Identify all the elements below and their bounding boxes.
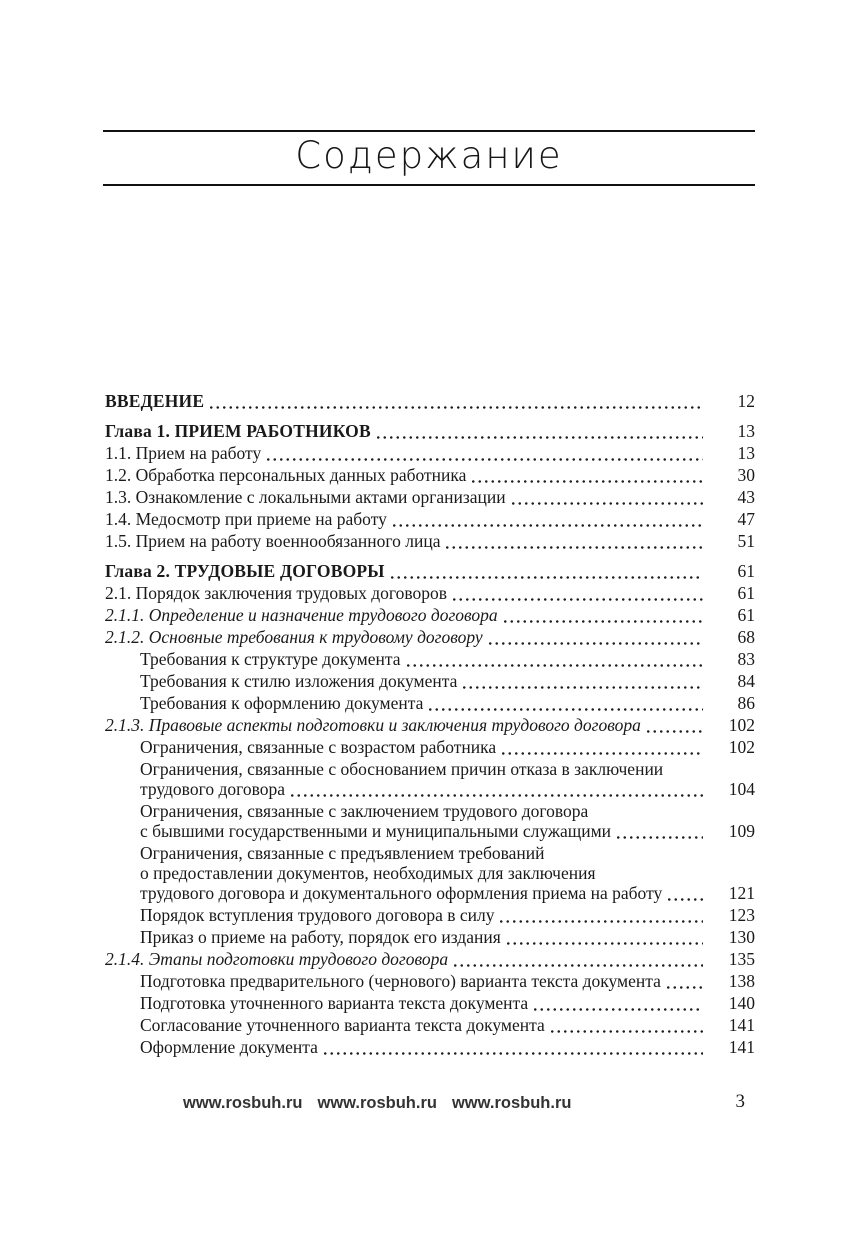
leader-dots (615, 836, 703, 839)
title-rule-bottom (103, 184, 755, 186)
toc-entry-label: 2.1.2. Основные требования к трудовому договору (105, 627, 483, 647)
toc-entry (105, 905, 755, 925)
toc-entry-line (140, 905, 755, 925)
leader-dots (451, 598, 703, 601)
footer-link: www.rosbuh.ru (451, 1094, 572, 1112)
toc-entry (105, 801, 755, 841)
toc-entry (105, 627, 755, 647)
leader-dots (470, 480, 703, 483)
toc-entry-line (140, 693, 755, 713)
toc-entry-label: Глава 2. ТРУДОВЫЕ ДОГОВОРЫ (105, 561, 385, 581)
toc-entry-line (140, 1015, 755, 1035)
toc-entry (105, 971, 755, 991)
toc-page-number: 83 (737, 649, 755, 669)
toc-page-number: 51 (737, 531, 755, 551)
toc-entry-label: 1.4. Медосмотр при приеме на работу (105, 509, 387, 529)
toc-page-number: 61 (737, 605, 755, 625)
toc-page-number: 12 (737, 391, 755, 411)
toc-entry-line (105, 605, 755, 625)
toc-page-number: 47 (737, 509, 755, 529)
table-of-contents (105, 391, 755, 1059)
toc-entry (105, 671, 755, 691)
toc-entry-label: Приказ о приеме на работу, порядок его издания (140, 927, 501, 947)
toc-entry-line (105, 391, 755, 411)
toc-entry-line (140, 927, 755, 947)
toc-page-number: 68 (737, 627, 755, 647)
toc-page-number: 141 (728, 1015, 755, 1035)
toc-page-number: 43 (737, 487, 755, 507)
leader-dots (405, 664, 703, 667)
toc-entry-line (105, 421, 755, 441)
toc-entry-label: Ограничения, связанные с возрастом работника (140, 737, 497, 757)
toc-entry (105, 605, 755, 625)
toc-entry-line (140, 649, 755, 669)
toc-entry-label: Подготовка предварительного (чернового) варианта текста документа (140, 971, 661, 991)
toc-entry-line (140, 759, 755, 779)
toc-entry-line (140, 821, 755, 841)
leader-dots (510, 502, 703, 505)
toc-entry-line (140, 843, 755, 863)
toc-entry-label: 2.1.3. Правовые аспекты подготовки и заключения трудового договора (105, 715, 641, 735)
leader-dots (665, 986, 703, 989)
toc-entry-label: 1.1. Прием на работу (105, 443, 262, 463)
toc-entry-line (105, 487, 755, 507)
toc-entry-label: Согласование уточненного варианта текста документа (140, 1015, 545, 1035)
toc-page-number: 104 (728, 779, 755, 799)
toc-page-number: 135 (728, 949, 755, 969)
toc-entry (105, 531, 755, 551)
toc-entry-line (105, 465, 755, 485)
toc-entry (105, 465, 755, 485)
toc-entry-label: трудового договора (140, 779, 285, 799)
leader-dots (500, 752, 703, 755)
toc-entry-label: Ограничения, связанные с обоснованием причин отказа в заключении (140, 759, 664, 779)
toc-page-number: 13 (737, 421, 755, 441)
toc-page-number: 130 (728, 927, 755, 947)
toc-entry-line (105, 531, 755, 551)
toc-entry-label: 1.2. Обработка персональных данных работника (105, 465, 467, 485)
title-rule-top (103, 130, 755, 132)
toc-entry-label: с бывшими государственными и муниципальными служащими (140, 821, 612, 841)
page-number: 3 (735, 1091, 745, 1112)
toc-entry (105, 737, 755, 757)
toc-entry (105, 649, 755, 669)
toc-entry-label: 2.1.1. Определение и назначение трудового договора (105, 605, 498, 625)
leader-dots (444, 546, 703, 549)
toc-page-number: 13 (737, 443, 755, 463)
toc-entry-label: о предоставлении документов, необходимых для заключения (140, 863, 596, 883)
toc-entry-label: Ограничения, связанные с заключением трудового договора (140, 801, 589, 821)
leader-dots (549, 1030, 703, 1033)
toc-entry-line (105, 561, 755, 581)
leader-dots (505, 942, 703, 945)
leader-dots (389, 576, 703, 579)
toc-entry (105, 421, 755, 441)
toc-entry (105, 843, 755, 903)
toc-entry-line (140, 671, 755, 691)
leader-dots (666, 898, 703, 901)
toc-entry-line (105, 509, 755, 529)
toc-page-number: 102 (728, 715, 755, 735)
toc-page-number: 86 (737, 693, 755, 713)
toc-entry-label: Требования к структуре документа (140, 649, 401, 669)
toc-entry-line (105, 715, 755, 735)
toc-entry-label: 1.5. Прием на работу военнообязанного лица (105, 531, 441, 551)
toc-entry-label: трудового договора и документального оформления приема на работу (140, 883, 663, 903)
toc-entry-line (140, 993, 755, 1013)
toc-entry (105, 583, 755, 603)
toc-entry-label: Требования к оформлению документа (140, 693, 424, 713)
toc-entry-label: 2.1. Порядок заключения трудовых договоров (105, 583, 448, 603)
footer-link: www.rosbuh.ru (317, 1094, 437, 1112)
toc-entry-line (140, 1037, 755, 1057)
footer-links (183, 1092, 571, 1114)
toc-entry-line (140, 737, 755, 757)
toc-entry-line (140, 971, 755, 991)
toc-page-number: 84 (737, 671, 755, 691)
toc-entry-line (140, 801, 755, 821)
toc-entry (105, 927, 755, 947)
toc-entry (105, 715, 755, 735)
toc-entry-label: Порядок вступления трудового договора в силу (140, 905, 495, 925)
toc-entry-label: Ограничения, связанные с предъявлением требований (140, 843, 545, 863)
leader-dots (498, 920, 703, 923)
toc-entry-line (140, 883, 755, 903)
toc-page-number: 140 (728, 993, 755, 1013)
toc-entry (105, 693, 755, 713)
page-title: Содержание (295, 134, 563, 177)
toc-entry (105, 391, 755, 411)
leader-dots (391, 524, 703, 527)
toc-entry (105, 509, 755, 529)
toc-page-number: 141 (728, 1037, 755, 1057)
toc-entry-line (105, 583, 755, 603)
toc-entry (105, 1015, 755, 1035)
toc-entry (105, 1037, 755, 1057)
toc-page-number: 138 (728, 971, 755, 991)
leader-dots (532, 1008, 703, 1011)
toc-page-number: 61 (737, 583, 755, 603)
toc-entry (105, 561, 755, 581)
leader-dots (208, 406, 703, 409)
toc-page-number: 121 (728, 883, 755, 903)
toc-entry-label: ВВЕДЕНИЕ (105, 391, 205, 411)
leader-dots (645, 730, 703, 733)
toc-page-number: 123 (728, 905, 755, 925)
toc-entry-line (140, 779, 755, 799)
toc-entry-line (105, 949, 755, 969)
toc-entry (105, 993, 755, 1013)
leader-dots (322, 1052, 703, 1055)
toc-entry-label: Оформление документа (140, 1037, 318, 1057)
leader-dots (289, 794, 703, 797)
toc-page-number: 102 (728, 737, 755, 757)
toc-page-number: 61 (737, 561, 755, 581)
leader-dots (265, 458, 703, 461)
toc-entry-line (140, 863, 755, 883)
leader-dots (452, 964, 703, 967)
toc-entry (105, 443, 755, 463)
leader-dots (487, 642, 703, 645)
toc-entry-label: Подготовка уточненного варианта текста документа (140, 993, 529, 1013)
leader-dots (427, 708, 703, 711)
leader-dots (502, 620, 703, 623)
leader-dots (375, 436, 703, 439)
toc-entry-label: 1.3. Ознакомление с локальными актами организации (105, 487, 506, 507)
toc-entry-label: 2.1.4. Этапы подготовки трудового договора (105, 949, 449, 969)
footer-link: www.rosbuh.ru (183, 1094, 303, 1112)
leader-dots (461, 686, 703, 689)
toc-entry (105, 949, 755, 969)
toc-entry-label: Глава 1. ПРИЕМ РАБОТНИКОВ (105, 421, 371, 441)
toc-page-number: 109 (728, 821, 755, 841)
toc-page-number: 30 (737, 465, 755, 485)
toc-entry-label: Требования к стилю изложения документа (140, 671, 458, 691)
toc-entry (105, 487, 755, 507)
toc-entry-line (105, 627, 755, 647)
toc-entry-line (105, 443, 755, 463)
toc-entry (105, 759, 755, 799)
